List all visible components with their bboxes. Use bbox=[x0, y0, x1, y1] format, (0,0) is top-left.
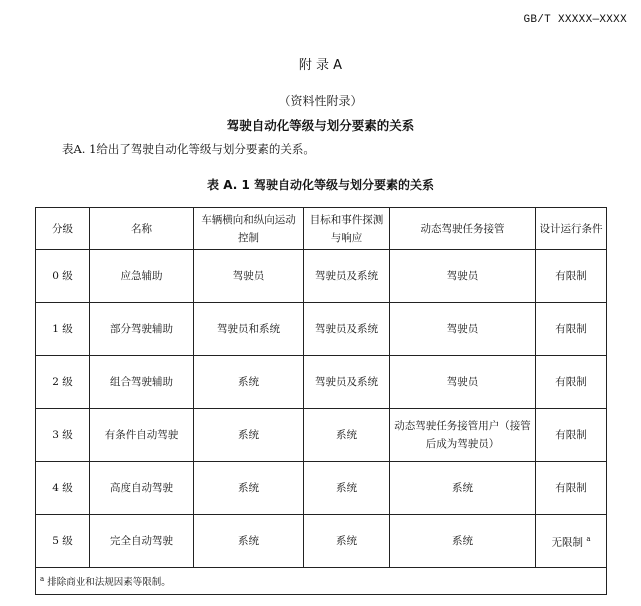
cell-takeover: 驾驶员 bbox=[390, 303, 536, 356]
table-footnote bbox=[36, 568, 607, 595]
cell-level: 2 级 bbox=[36, 356, 90, 409]
cell-level: 5 级 bbox=[36, 515, 90, 568]
cell-takeover: 驾驶员 bbox=[390, 250, 536, 303]
table-caption: 表 A. 1 驾驶自动化等级与划分要素的关系 bbox=[207, 178, 434, 192]
cell-name: 应急辅助 bbox=[90, 250, 194, 303]
cell-detection-response: 系统 bbox=[304, 515, 390, 568]
cell-operating-conditions: 有限制 bbox=[536, 356, 607, 409]
annex-heading: 驾驶自动化等级与划分要素的关系 bbox=[226, 118, 415, 133]
cell-operating-conditions: 有限制 bbox=[536, 409, 607, 462]
cell-name: 高度自动驾驶 bbox=[90, 462, 194, 515]
cell-takeover: 驾驶员 bbox=[390, 356, 536, 409]
header-motion-control: 车辆横向和纵向运动控制 bbox=[194, 208, 304, 250]
table-row bbox=[36, 250, 607, 303]
cell-motion-control: 系统 bbox=[194, 409, 304, 462]
cell-takeover: 系统 bbox=[390, 515, 536, 568]
header-level: 分级 bbox=[36, 208, 90, 250]
cell-detection-response: 驾驶员及系统 bbox=[304, 356, 390, 409]
footnote-mark: a bbox=[586, 535, 591, 544]
cell-motion-control: 驾驶员 bbox=[194, 250, 304, 303]
cell-motion-control: 系统 bbox=[194, 356, 304, 409]
table-footnote-row bbox=[36, 568, 607, 595]
table-row bbox=[36, 303, 607, 356]
header-detection-response: 目标和事件探测与响应 bbox=[304, 208, 390, 250]
cell-detection-response: 驾驶员及系统 bbox=[304, 250, 390, 303]
cell-motion-control: 系统 bbox=[194, 515, 304, 568]
table-row bbox=[36, 462, 607, 515]
cell-level: 4 级 bbox=[36, 462, 90, 515]
cell-takeover: 系统 bbox=[390, 462, 536, 515]
header-operating-conditions: 设计运行条件 bbox=[536, 208, 607, 250]
table-row bbox=[36, 409, 607, 462]
cell-detection-response: 系统 bbox=[304, 409, 390, 462]
cell-level: 3 级 bbox=[36, 409, 90, 462]
cell-name: 组合驾驶辅助 bbox=[90, 356, 194, 409]
header-takeover: 动态驾驶任务接管 bbox=[390, 208, 536, 250]
table-header-row bbox=[36, 208, 607, 250]
cell-name: 完全自动驾驶 bbox=[90, 515, 194, 568]
cell-operating-conditions: 有限制 bbox=[536, 303, 607, 356]
cell-detection-response: 系统 bbox=[304, 462, 390, 515]
annex-title: 附 录 A bbox=[298, 58, 343, 73]
footnote-mark: a bbox=[40, 575, 45, 583]
intro-text: 表A. 1给出了驾驶自动化等级与划分要素的关系。 bbox=[62, 142, 315, 156]
cell-level: 0 级 bbox=[36, 250, 90, 303]
table-row bbox=[36, 515, 607, 568]
cell-name: 有条件自动驾驶 bbox=[90, 409, 194, 462]
automation-levels-table bbox=[35, 207, 607, 595]
header-name: 名称 bbox=[90, 208, 194, 250]
cell-name: 部分驾驶辅助 bbox=[90, 303, 194, 356]
cell-detection-response: 驾驶员及系统 bbox=[304, 303, 390, 356]
cell-motion-control: 系统 bbox=[194, 462, 304, 515]
cell-takeover: 动态驾驶任务接管用户（接管后成为驾驶员） bbox=[390, 409, 536, 462]
cell-level: 1 级 bbox=[36, 303, 90, 356]
table-row bbox=[36, 356, 607, 409]
footnote-text: 排除商业和法规因素等限制。 bbox=[47, 577, 171, 589]
cell-motion-control: 驾驶员和系统 bbox=[194, 303, 304, 356]
annex-type: （资料性附录） bbox=[278, 94, 363, 108]
cell-operating-conditions-text: 无限制 bbox=[551, 536, 583, 549]
cell-operating-conditions: 有限制 bbox=[536, 250, 607, 303]
cell-operating-conditions bbox=[536, 515, 607, 568]
standard-code: GB/T XXXXX—XXXX bbox=[523, 14, 627, 26]
cell-operating-conditions: 有限制 bbox=[536, 462, 607, 515]
